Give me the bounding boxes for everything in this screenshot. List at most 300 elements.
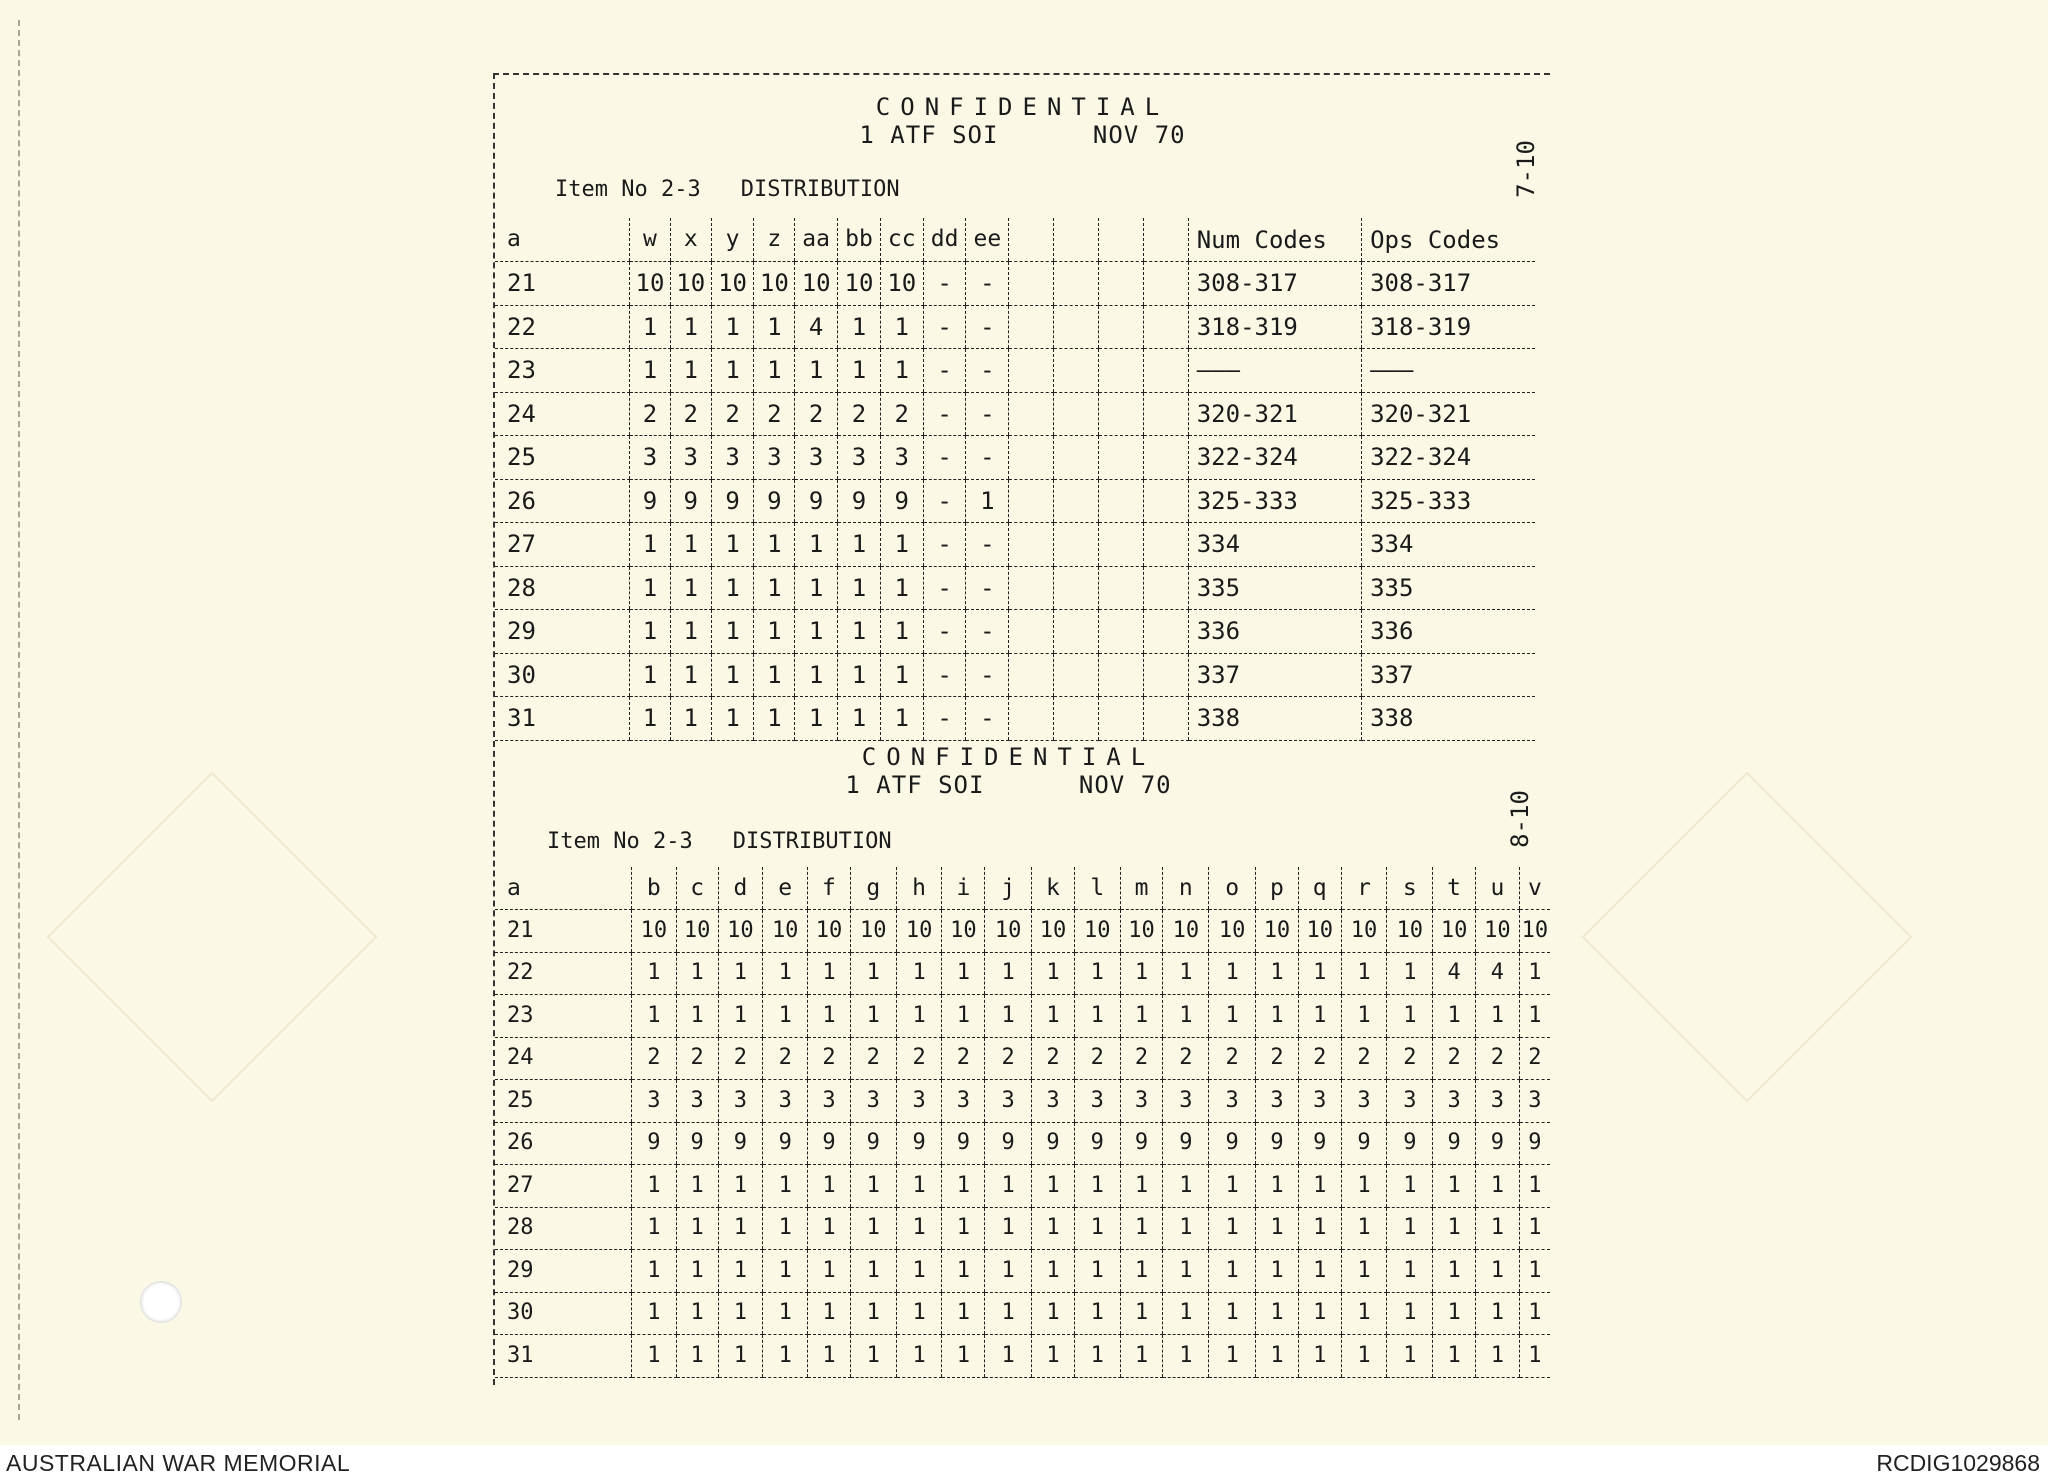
table-cell [1009,653,1054,697]
table-cell: 10 [838,262,881,306]
column-header: y [711,218,754,262]
table-cell: 2 [795,392,838,436]
table-cell [1009,436,1054,480]
column-header: f [808,867,851,910]
table-cell: 1 [795,697,838,741]
table-cell: 1 [754,523,795,567]
code-cell: 337 [1362,653,1535,697]
table-row [495,1037,1550,1080]
table-cell: 9 [1433,1122,1476,1165]
row-label: 23 [495,349,630,393]
item-line [555,177,940,203]
table-cell: 1 [676,1207,718,1250]
table-cell: 1 [1163,1292,1209,1335]
table-cell: 1 [1475,1207,1519,1250]
table-cell: 1 [631,1292,676,1335]
table-row [495,262,1535,306]
table-cell: 2 [1341,1037,1387,1080]
table-cell: - [966,349,1009,393]
table-cell: 9 [763,1122,808,1165]
table-cell [1054,697,1099,741]
column-header: m [1120,867,1163,910]
table-cell: 1 [718,952,763,995]
table-cell: 1 [1519,1207,1550,1250]
code-cell: 336 [1188,610,1361,654]
table-cell: 9 [896,1122,942,1165]
table-cell: 2 [896,1037,942,1080]
table-cell: 10 [676,910,718,953]
table-cell: 1 [1074,1292,1120,1335]
table-cell: 3 [676,1080,718,1123]
table-cell: 1 [630,305,671,349]
table-cell: 3 [1074,1080,1120,1123]
table-cell: 1 [718,1207,763,1250]
row-label: 27 [495,523,630,567]
table-cell [1143,479,1188,523]
table-cell: 10 [896,910,942,953]
table-cell: 3 [1519,1080,1550,1123]
table-cell: 1 [1256,995,1299,1038]
row-label: 26 [495,479,630,523]
table-row [495,653,1535,697]
column-header [1009,218,1054,262]
table-cell: 1 [1298,1250,1341,1293]
table-cell: 9 [718,1122,763,1165]
table-row [495,436,1535,480]
table-cell [1009,479,1054,523]
table-cell: 1 [711,653,754,697]
table-cell: 1 [795,523,838,567]
table-cell: 9 [850,1122,896,1165]
table-cell: 1 [1120,1250,1163,1293]
punch-hole [140,1281,182,1323]
table-cell: 1 [985,1335,1032,1378]
table-cell: 1 [880,523,923,567]
table-cell: 9 [754,479,795,523]
table-cell: 1 [1475,1250,1519,1293]
table-cell [1009,523,1054,567]
table-cell: 1 [676,1165,718,1208]
table-cell: 3 [1120,1080,1163,1123]
table-cell: 1 [1298,1335,1341,1378]
table-cell [1099,305,1144,349]
table-cell: 1 [850,1165,896,1208]
table-cell: 1 [1387,1165,1433,1208]
item-title: DISTRIBUTION [740,177,900,202]
column-header: x [670,218,711,262]
table-cell: - [923,610,966,654]
table-cell: 2 [711,392,754,436]
table-cell: 3 [1387,1080,1433,1123]
table-cell [1143,349,1188,393]
table-cell: - [923,523,966,567]
table-cell: 1 [670,349,711,393]
table-cell: 10 [985,910,1032,953]
table-cell: 1 [942,1250,985,1293]
table-cell: 1 [1209,1250,1256,1293]
table-cell: 1 [1209,1165,1256,1208]
table-cell: 1 [1120,1207,1163,1250]
table-cell: 1 [1163,952,1209,995]
table-cell: 1 [880,349,923,393]
table-cell: 1 [1433,1250,1476,1293]
table-cell: 10 [1341,910,1387,953]
table-row [495,1335,1550,1378]
table-cell: 1 [1387,952,1433,995]
table-cell: 3 [630,436,671,480]
table-cell: 1 [763,995,808,1038]
table-cell: 1 [1032,952,1075,995]
table-cell: 1 [631,1335,676,1378]
table-cell: 2 [1120,1037,1163,1080]
table-cell [1099,436,1144,480]
column-header: c [676,867,718,910]
row-label: 27 [495,1165,631,1208]
table-cell: 2 [676,1037,718,1080]
table-cell [1009,305,1054,349]
table-cell: 1 [763,1292,808,1335]
table-cell: 1 [711,610,754,654]
table-cell: 1 [896,1335,942,1378]
table-cell: 1 [630,349,671,393]
table-cell: 1 [1032,995,1075,1038]
code-cell: ——— [1188,349,1361,393]
table-cell: 3 [1032,1080,1075,1123]
table-cell: 1 [808,952,851,995]
table-cell: 1 [985,952,1032,995]
table-cell: 2 [1475,1037,1519,1080]
column-header: Num Codes [1188,218,1361,262]
table-cell: 1 [676,1335,718,1378]
date-label: NOV 70 [1092,121,1186,149]
table-cell: 1 [896,1292,942,1335]
table-cell: 1 [850,1335,896,1378]
table-cell: 10 [631,910,676,953]
table-cell: 1 [676,995,718,1038]
table-cell: - [923,566,966,610]
table-cell: 1 [1163,1207,1209,1250]
row-label: 24 [495,392,630,436]
table-cell: 1 [1256,1335,1299,1378]
table-cell: 1 [718,1250,763,1293]
table-cell: 1 [1163,1335,1209,1378]
table-cell: - [966,566,1009,610]
table-cell: - [923,262,966,306]
header-row [495,867,1550,910]
column-header: w [630,218,671,262]
table-cell [1009,566,1054,610]
table-cell: 1 [1519,1292,1550,1335]
column-header: b [631,867,676,910]
table-cell: 3 [631,1080,676,1123]
table-cell: 1 [942,952,985,995]
table-cell: 9 [631,1122,676,1165]
unit-date-line [481,771,1536,799]
table-cell: 9 [1519,1122,1550,1165]
table-cell: 1 [1256,1250,1299,1293]
table-cell: 1 [763,952,808,995]
table-cell: 1 [838,653,881,697]
table-cell [1054,392,1099,436]
table-cell: 2 [942,1037,985,1080]
table-cell: 3 [1209,1080,1256,1123]
table-cell: 2 [1032,1037,1075,1080]
table-cell: 1 [1032,1292,1075,1335]
table-cell: 1 [754,610,795,654]
table-cell: 1 [850,952,896,995]
table-cell: 1 [1475,1292,1519,1335]
table-row [495,995,1550,1038]
code-cell: 320-321 [1362,392,1535,436]
table-row [495,952,1550,995]
code-cell: 308-317 [1362,262,1535,306]
table-cell: 10 [1209,910,1256,953]
table-cell: 1 [1209,995,1256,1038]
table-cell [1143,262,1188,306]
column-header: bb [838,218,881,262]
table-cell: 9 [942,1122,985,1165]
row-label: 31 [495,697,630,741]
table-cell: 10 [1074,910,1120,953]
table-cell: - [966,523,1009,567]
column-header: l [1074,867,1120,910]
table-cell: 9 [985,1122,1032,1165]
table-cell: 1 [1519,952,1550,995]
table-cell: 3 [808,1080,851,1123]
table-cell: 9 [880,479,923,523]
table-cell: 1 [1387,1207,1433,1250]
table-cell [1099,523,1144,567]
table-cell: 10 [754,262,795,306]
table-row [495,349,1535,393]
table-cell: 10 [1163,910,1209,953]
column-header: u [1475,867,1519,910]
table-cell: - [966,262,1009,306]
table-cell: 9 [1256,1122,1299,1165]
column-header: j [985,867,1032,910]
code-cell: 318-319 [1362,305,1535,349]
item-number: Item No 2-3 [555,177,701,202]
table-cell: 1 [711,305,754,349]
table-cell: - [923,653,966,697]
table-cell: 1 [1163,1250,1209,1293]
table-cell: 1 [880,566,923,610]
table-cell: 3 [880,436,923,480]
table-cell [1143,523,1188,567]
unit-label: 1 ATF SOI [859,121,999,149]
table-row [495,1207,1550,1250]
column-header: i [942,867,985,910]
table-cell: 1 [880,653,923,697]
column-header: k [1032,867,1075,910]
table-cell [1009,610,1054,654]
table-cell: 9 [795,479,838,523]
table-cell: 1 [838,610,881,654]
table-cell: 10 [670,262,711,306]
table-cell: 1 [1120,1165,1163,1208]
table-cell: 1 [795,610,838,654]
table-cell [1054,610,1099,654]
table-cell: 2 [838,392,881,436]
table-cell: 10 [763,910,808,953]
item-title: DISTRIBUTION [732,829,892,854]
footer-credit: AUSTRALIAN WAR MEMORIAL [6,1450,351,1476]
table-cell: - [966,392,1009,436]
table-cell: - [923,479,966,523]
table-cell: 1 [631,1250,676,1293]
table-cell: 3 [1163,1080,1209,1123]
table-cell: 1 [1298,952,1341,995]
confidential-heading: CONFIDENTIAL [861,743,1156,771]
table-cell: 1 [670,566,711,610]
table-cell: 1 [1209,1335,1256,1378]
table-cell: 3 [985,1080,1032,1123]
table-cell: 9 [1032,1122,1075,1165]
table-cell: 1 [1519,1165,1550,1208]
table-cell: 1 [711,523,754,567]
table-row [495,392,1535,436]
table-cell: 1 [808,1292,851,1335]
code-cell: 318-319 [1188,305,1361,349]
table-cell [1099,392,1144,436]
table-row [495,523,1535,567]
table-cell: 1 [880,610,923,654]
table-cell: - [966,697,1009,741]
column-header: r [1341,867,1387,910]
table-cell: 1 [942,1292,985,1335]
table-cell: 1 [711,566,754,610]
table-cell: 1 [838,523,881,567]
table-cell: 3 [763,1080,808,1123]
code-cell: 336 [1362,610,1535,654]
table-cell: 3 [670,436,711,480]
table-cell [1054,349,1099,393]
column-header: s [1387,867,1433,910]
table-cell: 10 [1298,910,1341,953]
table-cell: 1 [1341,1250,1387,1293]
row-label: 21 [495,910,631,953]
table-cell: 1 [1433,995,1476,1038]
table-cell: 9 [1298,1122,1341,1165]
table-cell [1099,262,1144,306]
table-row [495,566,1535,610]
table-cell: 1 [718,1335,763,1378]
table-cell: 1 [1256,1207,1299,1250]
table-cell: 10 [1120,910,1163,953]
column-header: v [1519,867,1550,910]
row-label: 22 [495,305,630,349]
table-cell [1099,697,1144,741]
table-cell: 1 [1475,1165,1519,1208]
table-cell: 9 [1387,1122,1433,1165]
table-cell: 1 [1475,995,1519,1038]
table-cell [1054,523,1099,567]
table-cell: 1 [966,479,1009,523]
table-cell: 1 [1209,1292,1256,1335]
table-cell: 1 [942,995,985,1038]
table-cell: 9 [1074,1122,1120,1165]
table-cell: 1 [1341,952,1387,995]
table-cell [1143,697,1188,741]
table-cell [1099,610,1144,654]
row-label: 21 [495,262,630,306]
table-cell: 1 [942,1165,985,1208]
table-cell: 1 [670,610,711,654]
column-header [1099,218,1144,262]
table-cell: 1 [1032,1250,1075,1293]
table-cell [1099,653,1144,697]
table-cell: - [923,392,966,436]
table-cell: 10 [1433,910,1476,953]
table-cell [1054,305,1099,349]
table-cell: 10 [942,910,985,953]
table-cell: 10 [630,262,671,306]
table-cell: 1 [763,1250,808,1293]
table-cell: 1 [763,1335,808,1378]
column-header-row-label: a [495,867,631,910]
table-cell: - [966,610,1009,654]
code-cell: 322-324 [1362,436,1535,480]
table-cell [1143,610,1188,654]
table-cell: 9 [670,479,711,523]
table-cell: 1 [1163,995,1209,1038]
table-cell: 1 [1032,1335,1075,1378]
watermark-left [47,772,378,1103]
table-cell: 2 [718,1037,763,1080]
table-cell: 1 [631,1165,676,1208]
item-number: Item No 2-3 [547,829,693,854]
watermark-right [1582,772,1913,1103]
table-cell: 4 [1475,952,1519,995]
row-label: 29 [495,1250,631,1293]
column-header: q [1298,867,1341,910]
table-cell: 1 [718,1292,763,1335]
unit-date-line [495,121,1550,149]
table-cell: 1 [1341,1165,1387,1208]
code-cell: 334 [1362,523,1535,567]
row-label: 30 [495,653,630,697]
table-cell: 2 [1519,1037,1550,1080]
table-cell: 2 [850,1037,896,1080]
row-label: 24 [495,1037,631,1080]
table-cell [1143,436,1188,480]
table-cell: 1 [1519,995,1550,1038]
table-cell: 2 [1433,1037,1476,1080]
table-cell [1009,349,1054,393]
table-cell: 1 [1074,1335,1120,1378]
table-cell: - [923,349,966,393]
table-cell: 10 [718,910,763,953]
table-cell: 1 [880,697,923,741]
table-cell: 1 [1387,1250,1433,1293]
table-cell: 1 [850,1207,896,1250]
table-cell: 3 [850,1080,896,1123]
table-cell: 1 [1074,995,1120,1038]
table-cell: 3 [754,436,795,480]
table-cell: 2 [630,392,671,436]
row-label: 28 [495,566,630,610]
table-cell: 1 [1163,1165,1209,1208]
table-cell: 9 [1475,1122,1519,1165]
table-cell: 1 [850,1292,896,1335]
row-label: 30 [495,1292,631,1335]
table-cell: 1 [1519,1250,1550,1293]
table-cell: 1 [1433,1335,1476,1378]
table-cell: 2 [763,1037,808,1080]
table-cell: 1 [676,952,718,995]
table-cell: 1 [1120,1335,1163,1378]
column-header-row-label: a [495,218,630,262]
